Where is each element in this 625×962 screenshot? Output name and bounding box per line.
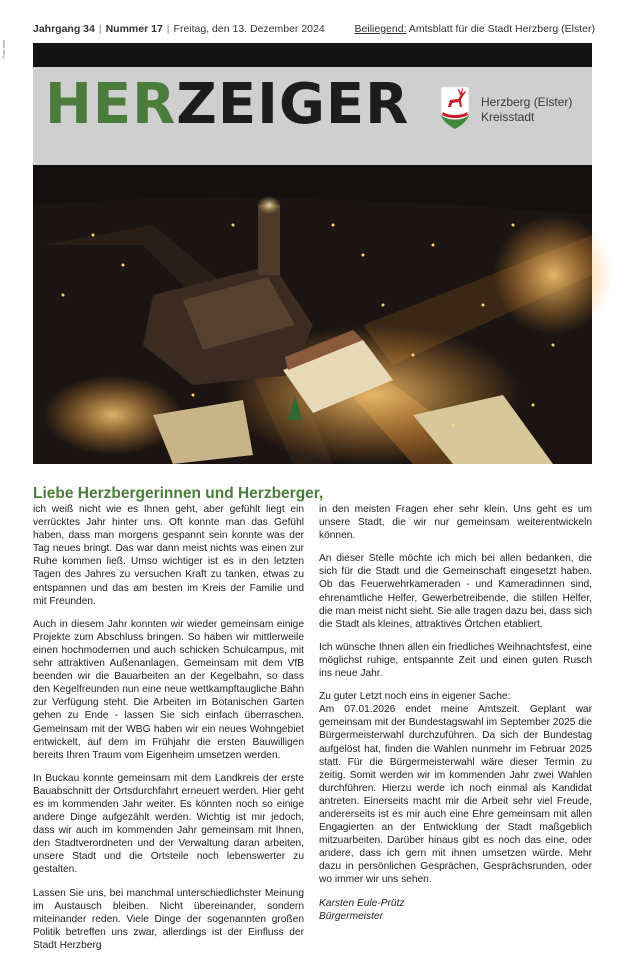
paragraph: Zu guter Letzt noch eins in eigener Sache: Am 07.01.2026 endet meine Amtszeit. Geplant war gemeinsam mit der Bundestagswahl im September 2025 die Bürgermeisterwahl durchzuführen. Da sich der Bundestag aufgelöst hat, finden die Wahlen nunmehr im Februar 2025 statt. Für die Bürgermeisterwahl wäre dieser Termin zu zeitig. Somit werden wir im kommenden Jahr zwei Wahlen durchführen. Hierzu werde ich noch einmal als Kandidat antreten. Einerseits macht mir die Arbeit sehr viel Freude, andererseits ist es mir auch eine Ehre gemeinsam mit allen Engagierten an der Entwicklung der Stadt maßgeblich mitzuarbeiten. Darüber hinaus gibt es noch das eine, oder andere, dass ich gern mit ihnen umsetzen würde. Mehr dazu in persönlichen Gesprächen, Gesprächsrunden, oder wo immer wir uns sehen. [319,691,592,886]
issue-date: Freitag, den 13. Dezember 2024 [173,23,325,35]
signature [319,897,592,923]
paragraph: in den meisten Fragen eher sehr klein. Uns geht es um unsere Stadt, die wir nur gemeinsam weiterentwickeln können. [319,504,592,542]
newspaper-title [45,72,410,137]
volume-label: Jahrgang 34 [33,23,95,35]
night-aerial-photo [33,165,592,464]
town-line1: Herzberg (Elster) [481,95,573,109]
issue-number: Nummer 17 [105,23,163,35]
issue-info: Jahrgang 34 | Nummer 17 | Freitag, den 13. Dezember 2024 [33,23,325,35]
top-dark-band [33,43,592,67]
article-left-column [33,503,304,962]
town-name [481,95,572,125]
title-her: HER [45,72,177,137]
enclosure-text: Amtsblatt für die Stadt Herzberg (Elster) [408,23,595,35]
paragraph: ich weiß nicht wie es Ihnen geht, aber gefühlt liegt ein verrücktes Jahr hinter uns. Oft konnte man das Gefühl haben, dass man morgens gespannt sein konnte was der Tag neues bringt. Das war dann meist nichts was einen zur Ruhe kommen ließ. Umso wichtiger ist es in den letzten Tagen des Jahres zu versuchen Kraft zu tanken, etwas zu entspannen und das am besten im Kreis der Familie und mit Freunden. [33,504,304,607]
hero-section [33,43,592,464]
title-zeiger: ZEIGER [176,72,410,137]
town-crest-icon [439,85,471,131]
paragraph: Ich wünsche Ihnen allen ein friedliches Weihnachtsfest, eine möglichst ruhige, entspannte Zeit und einen guten Rusch ins neue Jahr. [319,641,592,680]
town-line2: Kreisstadt [481,110,535,124]
signature-name: Karsten Eule-Prütz [319,897,405,909]
paragraph: Auch in diesem Jahr konnten wir wieder gemeinsam einige Projekte zum Abschluss bringen. So haben wir mittlerweile einen hochmodernen und auch schicken Schulcampus, mit sehr attraktiven Außenanlagen. Gemeinsam mit dem VfB beenden wir die Bauarbeiten an der Kegelbahn, so dass den Kegelfreunden nun eine neue wettkampftaugliche Bahn zur Verfügung steht. Die Arbeiten im Botanischen Garten gehen zu Ende - lassen Sie sich einfach überraschen. Gemeinsam mit der WBG haben wir ein neues Wohngebiet entwickelt, auf dem im Frühjahr die ersten Bauwilligen bereits Ihren Traum vom Eigenheim umsetzen werden. [33,618,304,761]
article-right-column [319,503,592,923]
paragraph: Lassen Sie uns, bei manchmal unterschiedlichster Meinung im Austausch bleiben. Nicht übereinander, sondern miteinander reden. Viele Dinge der sogenannten großen Politik betreffen uns zwar, allerdings ist der Einfluss der Stadt Herzberg [33,887,304,951]
paragraph: In Buckau konnte gemeinsam mit dem Landkreis der erste Bauabschnitt der Ortsdurchfahrt erneuert werden. Hier geht es im kommenden Jahr weiter. Es könnten noch so einige andere Dinge aufgezählt werden. Wichtig ist mir jedoch, dass wir auch im kommenden Jahr gemeinsam mit Ihnen, den Stadtverordneten und der Verwaltung daran arbeiten, unsere Stadt und die Ortsteile noch lebenswerter zu gestalten. [33,772,304,876]
enclosure-label: Beiliegend: [354,23,407,35]
paragraph: An dieser Stelle möchte ich mich bei allen bedanken, die sich für die Stadt und die Gemeinschaft eingesetzt haben. Ob das Feuerwehrkameraden - und Kameradinnen sind, ehrenamtliche Helfer, Gewerbetreibende, die stillen Helfer, die man meist nicht sieht. Sie alle tragen dazu bei, dass sich die Stadt als kleines, attraktives Örtchen etabliert. [319,553,592,630]
issue-header [33,23,595,35]
article-greeting: Liebe Herzbergerinnen und Herzberger, [33,485,324,502]
photo-credit: Foto: mml [1,40,6,58]
signature-title: Bürgermeister [319,910,383,922]
enclosure-note [355,23,595,35]
